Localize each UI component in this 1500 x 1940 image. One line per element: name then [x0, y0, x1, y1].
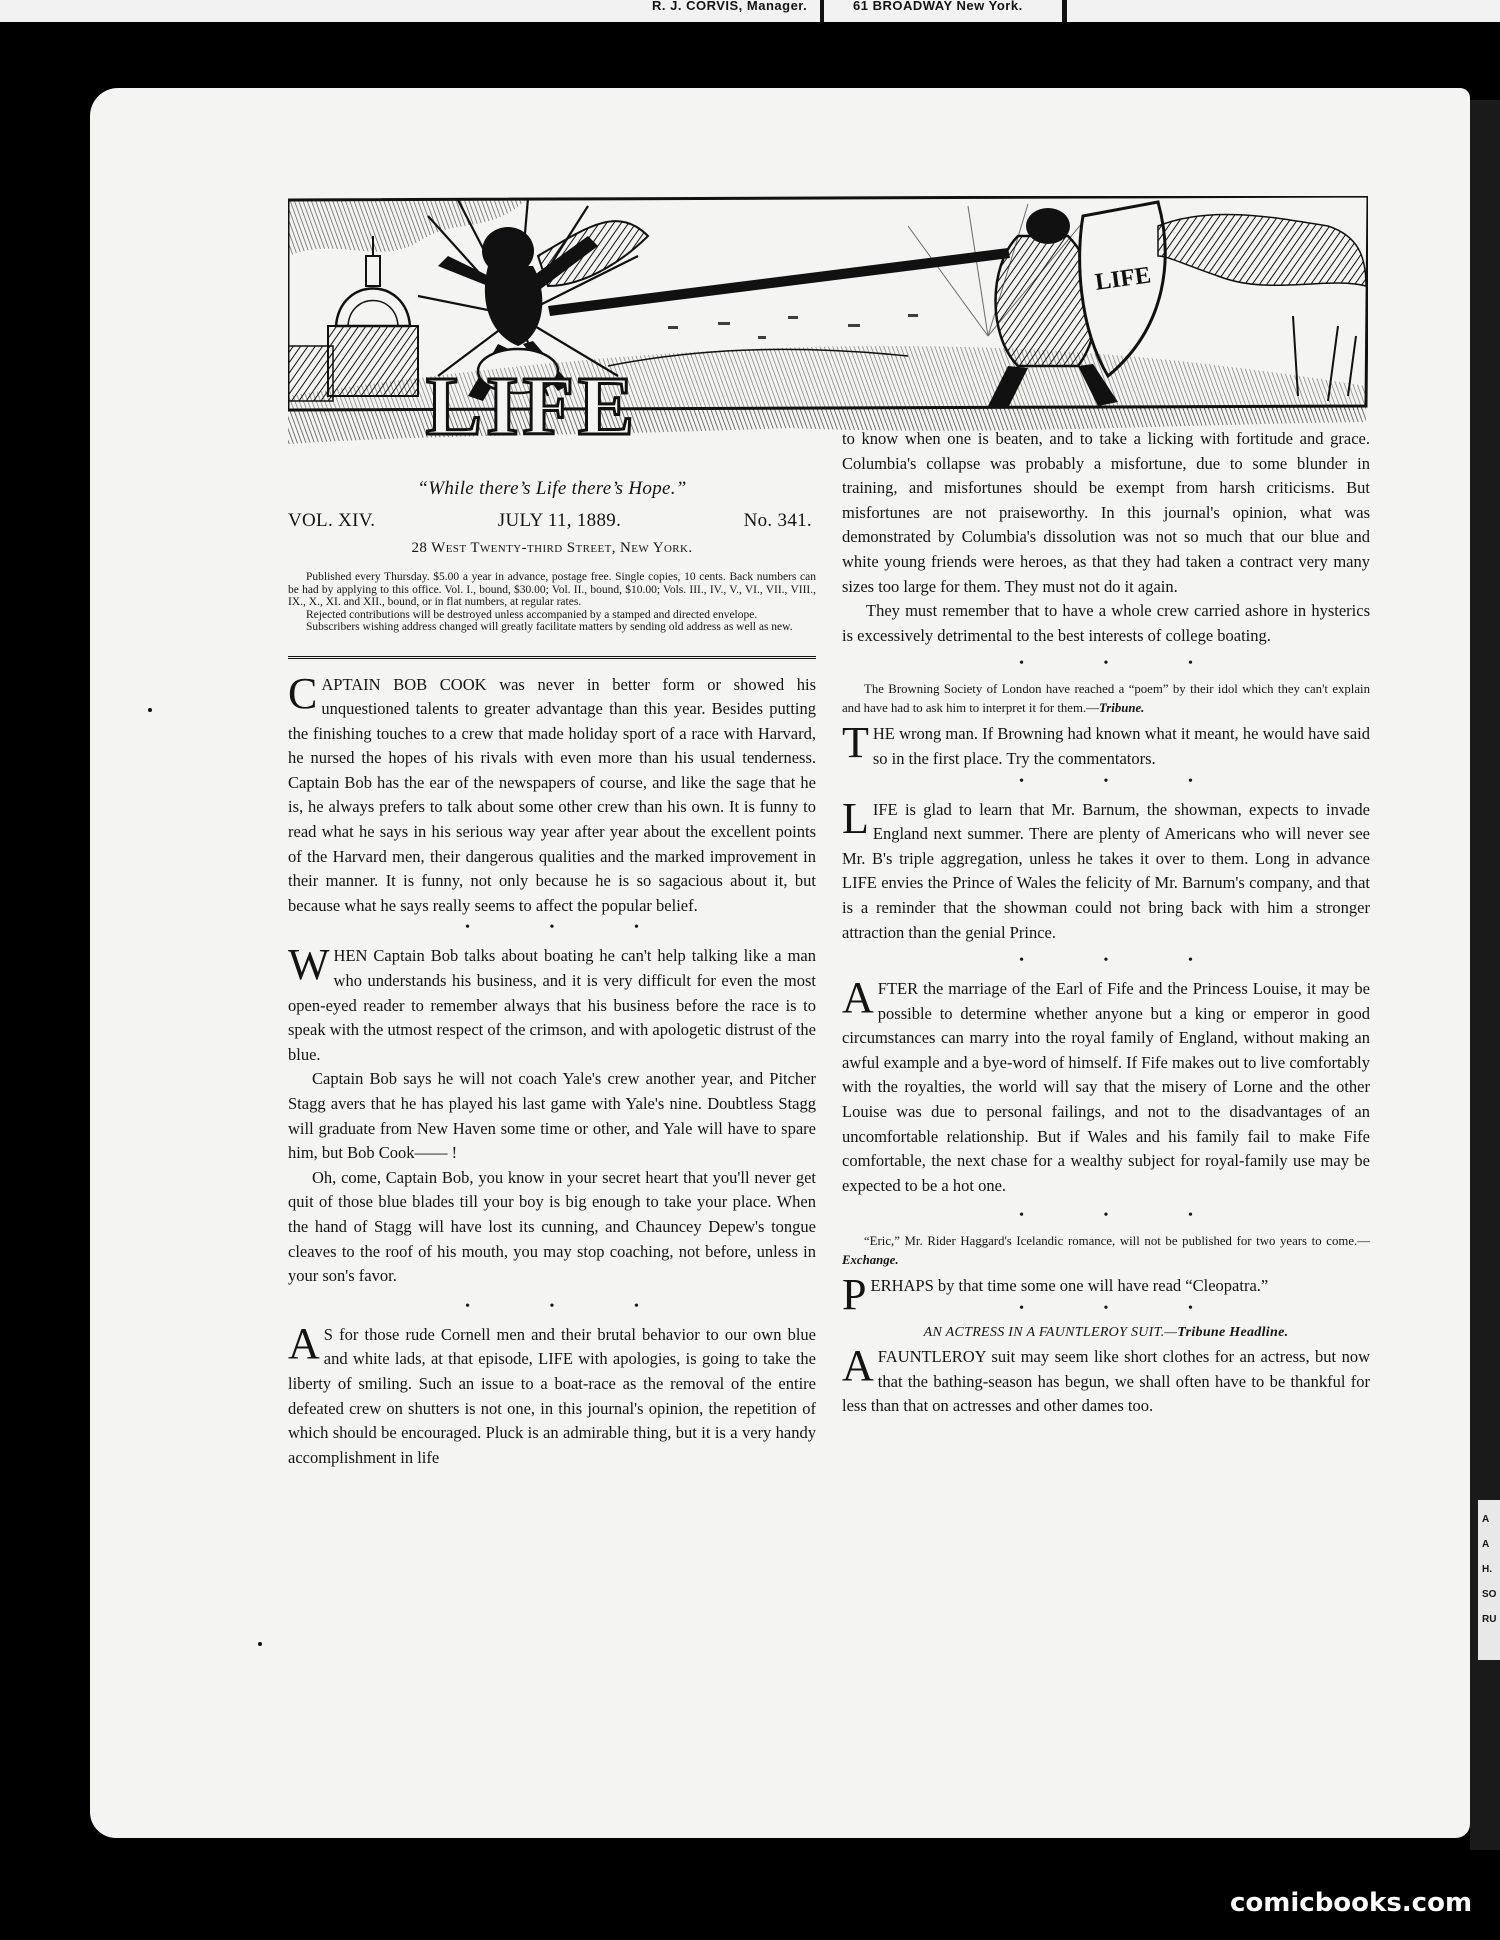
issue-line	[288, 510, 812, 532]
article-bob-cook: CAPTAIN BOB COOK was never in better form or showed his unquestioned talents to greater advantage than this year. Besides putting the finishing touches to a crew that made holiday sport of a race with Harvard, he nursed the hopes of his rivals with even more than his usual tenderness. Captain Bob has the ear of the newspapers of course, and like the sage that he is, he always prefers to talk about some other crew than his own. It is funny to read what he says in his serious way year after year about the excellent points of the Harvard men, their dangerous qualities and the marked improvement in their manner. It is funny, not only because he is so sagacious about it, but because what he says really seems to affect the popular belief.	[288, 668, 816, 915]
adjacent-page-scrap: A A H. SO RU	[1478, 1500, 1500, 1660]
drop-cap: A	[842, 1341, 874, 1391]
top-strip-divider	[820, 0, 824, 22]
article-paragraph: Captain Bob says he will not coach Yale's crew another year, and Pitcher Stagg avers that he has played his last game with Yale's nine. Doubtless Stagg will graduate from New Haven some time or other, and Yale will have to spare him, but Bob Cook—— !	[288, 1069, 816, 1163]
site-watermark: comicbooks.com	[1230, 1888, 1473, 1918]
publication-terms: Published every Thursday. $5.00 a year in advance, postage free. Single copies, 10 cents. Back numbers can be had by applying to this office. Vol. I., bound, $30.00; Vol. II., bound, $10.00; Vols. III., IV., V., VI., VII., VIII., IX., X., XI. and XII., bound, or in flat numbers, at regular rates.	[288, 571, 816, 608]
speck	[148, 708, 152, 712]
drop-cap: A	[288, 1318, 320, 1368]
article-barnum: LIFE is glad to learn that Mr. Barnum, the showman, expects to invade England next summer. There are plenty of Americans who will never see Mr. B's triple aggregation, unless he takes it over to them. Long in advance LIFE envies the Prince of Wales the felicity of Mr. Barnum's company, and that is a reminder that the showman could not bring back with him a stronger attraction than the genial Prince.	[842, 793, 1370, 942]
quote-source: Tribune.	[1098, 701, 1145, 716]
top-strip-right-text: 61 BROADWAY New York.	[853, 0, 1023, 13]
article-cornell: A S for those rude Cornell men and their brutal behavior to our own blue and white lads, at that episode, LIFE with apologies, is going to take the liberty of smiling. Such an issue to a boat-race as the removal of the entire defeated crew on shutters is not one, in this journal's opinion, the repetition of which should be encouraged. Pluck is an admirable thing, but it is a very handy accomplishment in life	[288, 1318, 816, 1467]
top-strip	[0, 0, 1500, 22]
quoted-item-browning: The Browning Society of London have reached a “poem” by their idol which they can't explain and have had to ask him to interpret it for them.—Tribune.	[842, 682, 1370, 716]
double-rule	[288, 656, 816, 663]
issue-number: No. 341.	[743, 510, 812, 531]
speck	[258, 1642, 262, 1646]
section-divider: • • •	[1019, 1301, 1231, 1317]
quoted-headline: AN ACTRESS IN A FAUNTLEROY SUIT.—Tribune Headline.	[923, 1325, 1289, 1341]
article-boating-talk: WHEN Captain Bob talks about boating he can't help talking like a man who understands his business, and it is very difficult for even the most open-eyed reader to remember always that his business before the race is to speak with the utmost respect of the crimson, and with apologetic distrust of the blue.	[288, 940, 816, 1064]
section-divider: • • •	[1019, 656, 1231, 672]
life-logo: LIFE	[425, 360, 639, 453]
drop-cap: P	[842, 1270, 867, 1320]
top-strip-divider-2	[1062, 0, 1067, 22]
drop-cap: C	[288, 668, 318, 718]
article-fife: AFTER the marriage of the Earl of Fife and the Princess Louise, it may be possible to determine whether anyone but a king or emperor in good circumstances can marry into the royal family of England, without making an awful example and a bye-word of himself. If Fife makes out to live comfortably with the royalties, the world will say that the misery of Lorne and the other Louise was due to personal failings, and not to the disadvantages of an uncomfortable relationship. But if Wales and his family fail to make Fife comfortable, the next chase for a wealthy subject for royal-family use may be expected to be a hot one.	[842, 973, 1370, 1195]
volume-number: VOL. XIV.	[288, 510, 376, 531]
article-paragraph: Oh, come, Captain Bob, you know in your secret heart that you'll never get quit of those blue blades till your boy is big enough to take your place. When the hand of Stagg will have lost its cunning, and Chauncey Depew's tongue cleaves to the roof of his mouth, you may stop coaching, not before, unless in your son's favor.	[288, 1167, 816, 1286]
masthead-illustration	[288, 196, 1368, 458]
article-cleopatra: PERHAPS by that time some one will have read “Cleopatra.”	[842, 1270, 1269, 1320]
section-divider: • • •	[1019, 1208, 1231, 1224]
publication-info	[288, 571, 816, 634]
masthead-motto: “While there’s Life there’s Hope.”	[417, 478, 687, 499]
drop-cap: A	[842, 973, 874, 1023]
quote-source: Exchange.	[842, 1253, 899, 1268]
article-paragraph: They must remember that to have a whole crew carried ashore in hysterics is excessively detrimental to the best interests of college boating.	[842, 601, 1370, 645]
address-change-note: Subscribers wishing address changed will greatly facilitate matters by sending old address as well as new.	[306, 621, 793, 633]
top-strip-left-text: R. J. CORVIS, Manager.	[652, 0, 808, 13]
headline-source: Tribune Headline.	[1177, 1325, 1289, 1341]
article-fauntleroy: AFAUNTLEROY suit may seem like short clothes for an actress, but now that the bathing-season has begun, we shall often have to be thankful for less than that on actresses and other dames too.	[842, 1341, 1370, 1416]
article-continued: to know when one is beaten, and to take a licking with fortitude and grace. Columbia's collapse was probably a misfortune, due to some blunder in training, and misfortunes should be exempt from harsh criticisms. But misfortunes are not praiseworthy. In this journal's opinion, what was demonstrated by Columbia's dissolution was not so much that our blue and white young friends were heroes, as that they had taken a contract very many sizes too large for them. They must not do it again.	[842, 429, 1370, 596]
issue-date: JULY 11, 1889.	[497, 510, 622, 531]
quoted-item-haggard: “Eric,” Mr. Rider Haggard's Icelandic romance, will not be published for two years to come.—Exchange.	[842, 1234, 1370, 1268]
left-column	[288, 478, 816, 1470]
drop-cap: L	[842, 793, 869, 843]
rejected-contributions-note: Rejected contributions will be destroyed unless accompanied by a stamped and directed envelope.	[306, 608, 758, 621]
section-divider: • • •	[465, 1298, 677, 1314]
right-column	[842, 427, 1370, 1419]
office-address: 28 West Twenty-third Street, New York.	[411, 540, 693, 556]
section-divider: • • •	[465, 920, 677, 936]
section-divider: • • •	[1019, 953, 1231, 969]
drop-cap: W	[288, 940, 330, 990]
section-divider: • • •	[1019, 773, 1231, 789]
shield-text: LIFE	[1093, 262, 1153, 296]
article-browning: THE wrong man. If Browning had known what it meant, he would have said so in the first place. Try the commentators.	[842, 718, 1370, 768]
drop-cap: T	[842, 718, 869, 768]
